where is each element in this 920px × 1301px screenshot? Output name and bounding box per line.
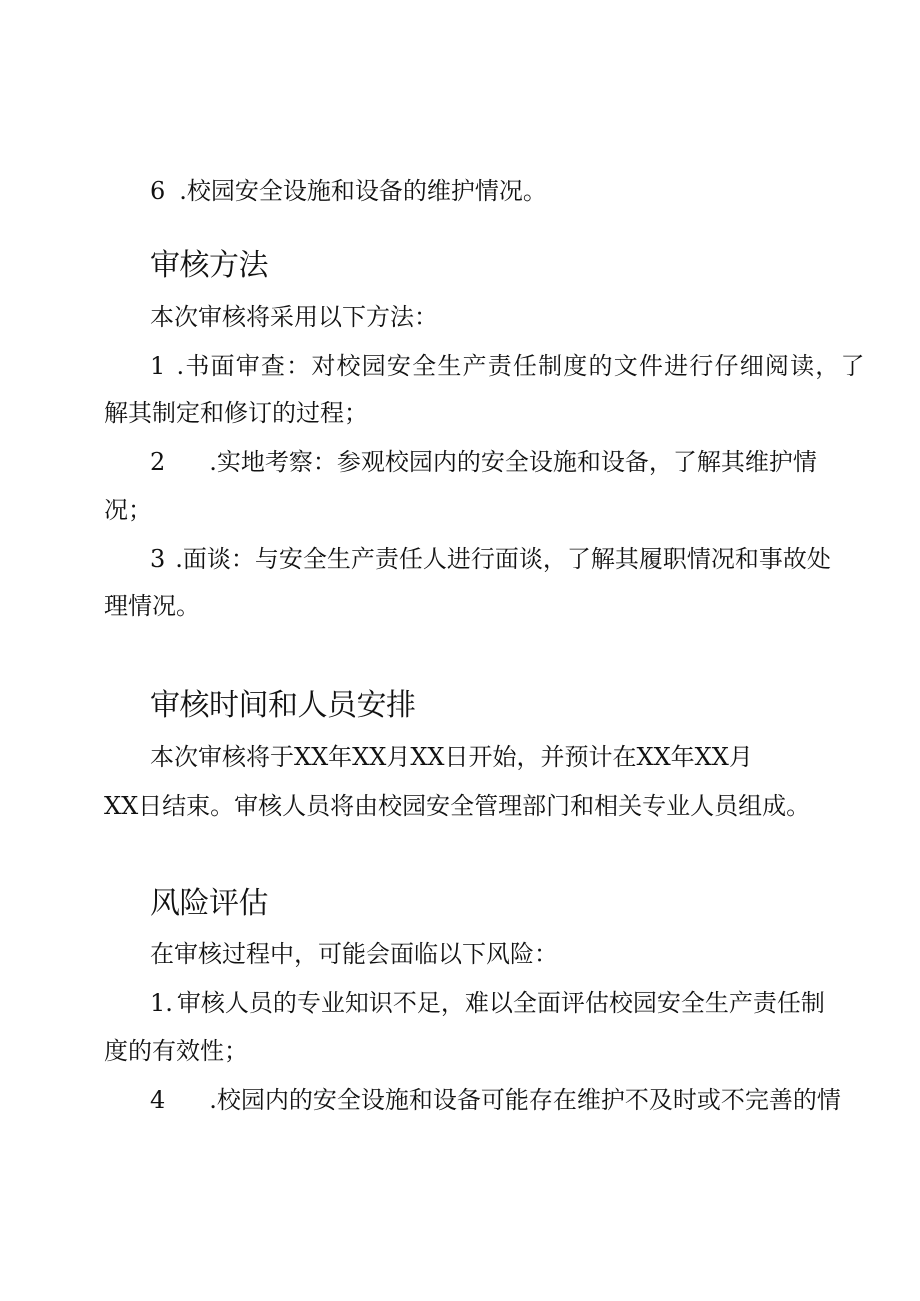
list-item-continuation: 度的有效性； [104, 1037, 248, 1065]
list-item [150, 176, 547, 206]
list-item [150, 544, 831, 574]
item-text: 审核人员的专业知识不足，难以全面评估校园安全生产责任制 [176, 989, 825, 1017]
list-item-continuation: 解其制定和修订的过程； [104, 399, 368, 427]
item-number: 4 [150, 1086, 166, 1114]
list-item-continuation: 理情况。 [104, 592, 200, 620]
list-item [150, 351, 866, 381]
list-item-continuation: 况； [104, 496, 152, 524]
item-number: 2 [150, 448, 166, 476]
item-number: 1. [150, 989, 173, 1017]
list-item [150, 1085, 841, 1115]
item-text: .书面审查：对校园安全生产责任制度的文件进行仔细阅读，了 [176, 352, 866, 380]
item-number: 3 [150, 545, 166, 573]
item-text: .校园内的安全设施和设备可能存在维护不及时或不完善的情 [209, 1086, 841, 1114]
section-heading-risk: 风险评估 [150, 886, 268, 921]
section-heading-methods: 审核方法 [150, 248, 268, 283]
section-intro: 在审核过程中，可能会面临以下风险： [150, 940, 558, 968]
paragraph-line: 本次审核将于XX年XX月XX日开始，并预计在XX年XX月 [150, 743, 753, 771]
item-text: .面谈：与安全生产责任人进行面谈，了解其履职情况和事故处 [175, 545, 831, 573]
section-heading-schedule: 审核时间和人员安排 [150, 688, 416, 723]
item-number: 1 [150, 352, 167, 380]
list-item [150, 988, 825, 1018]
list-item [150, 447, 817, 477]
item-number: 6 [150, 177, 166, 205]
section-intro: 本次审核将采用以下方法： [150, 303, 438, 331]
paragraph-line: XX日结束。审核人员将由校园安全管理部门和相关专业人员组成。 [104, 792, 811, 820]
item-text: .实地考察：参观校园内的安全设施和设备，了解其维护情 [209, 448, 817, 476]
item-text: .校园安全设施和设备的维护情况。 [179, 177, 547, 205]
